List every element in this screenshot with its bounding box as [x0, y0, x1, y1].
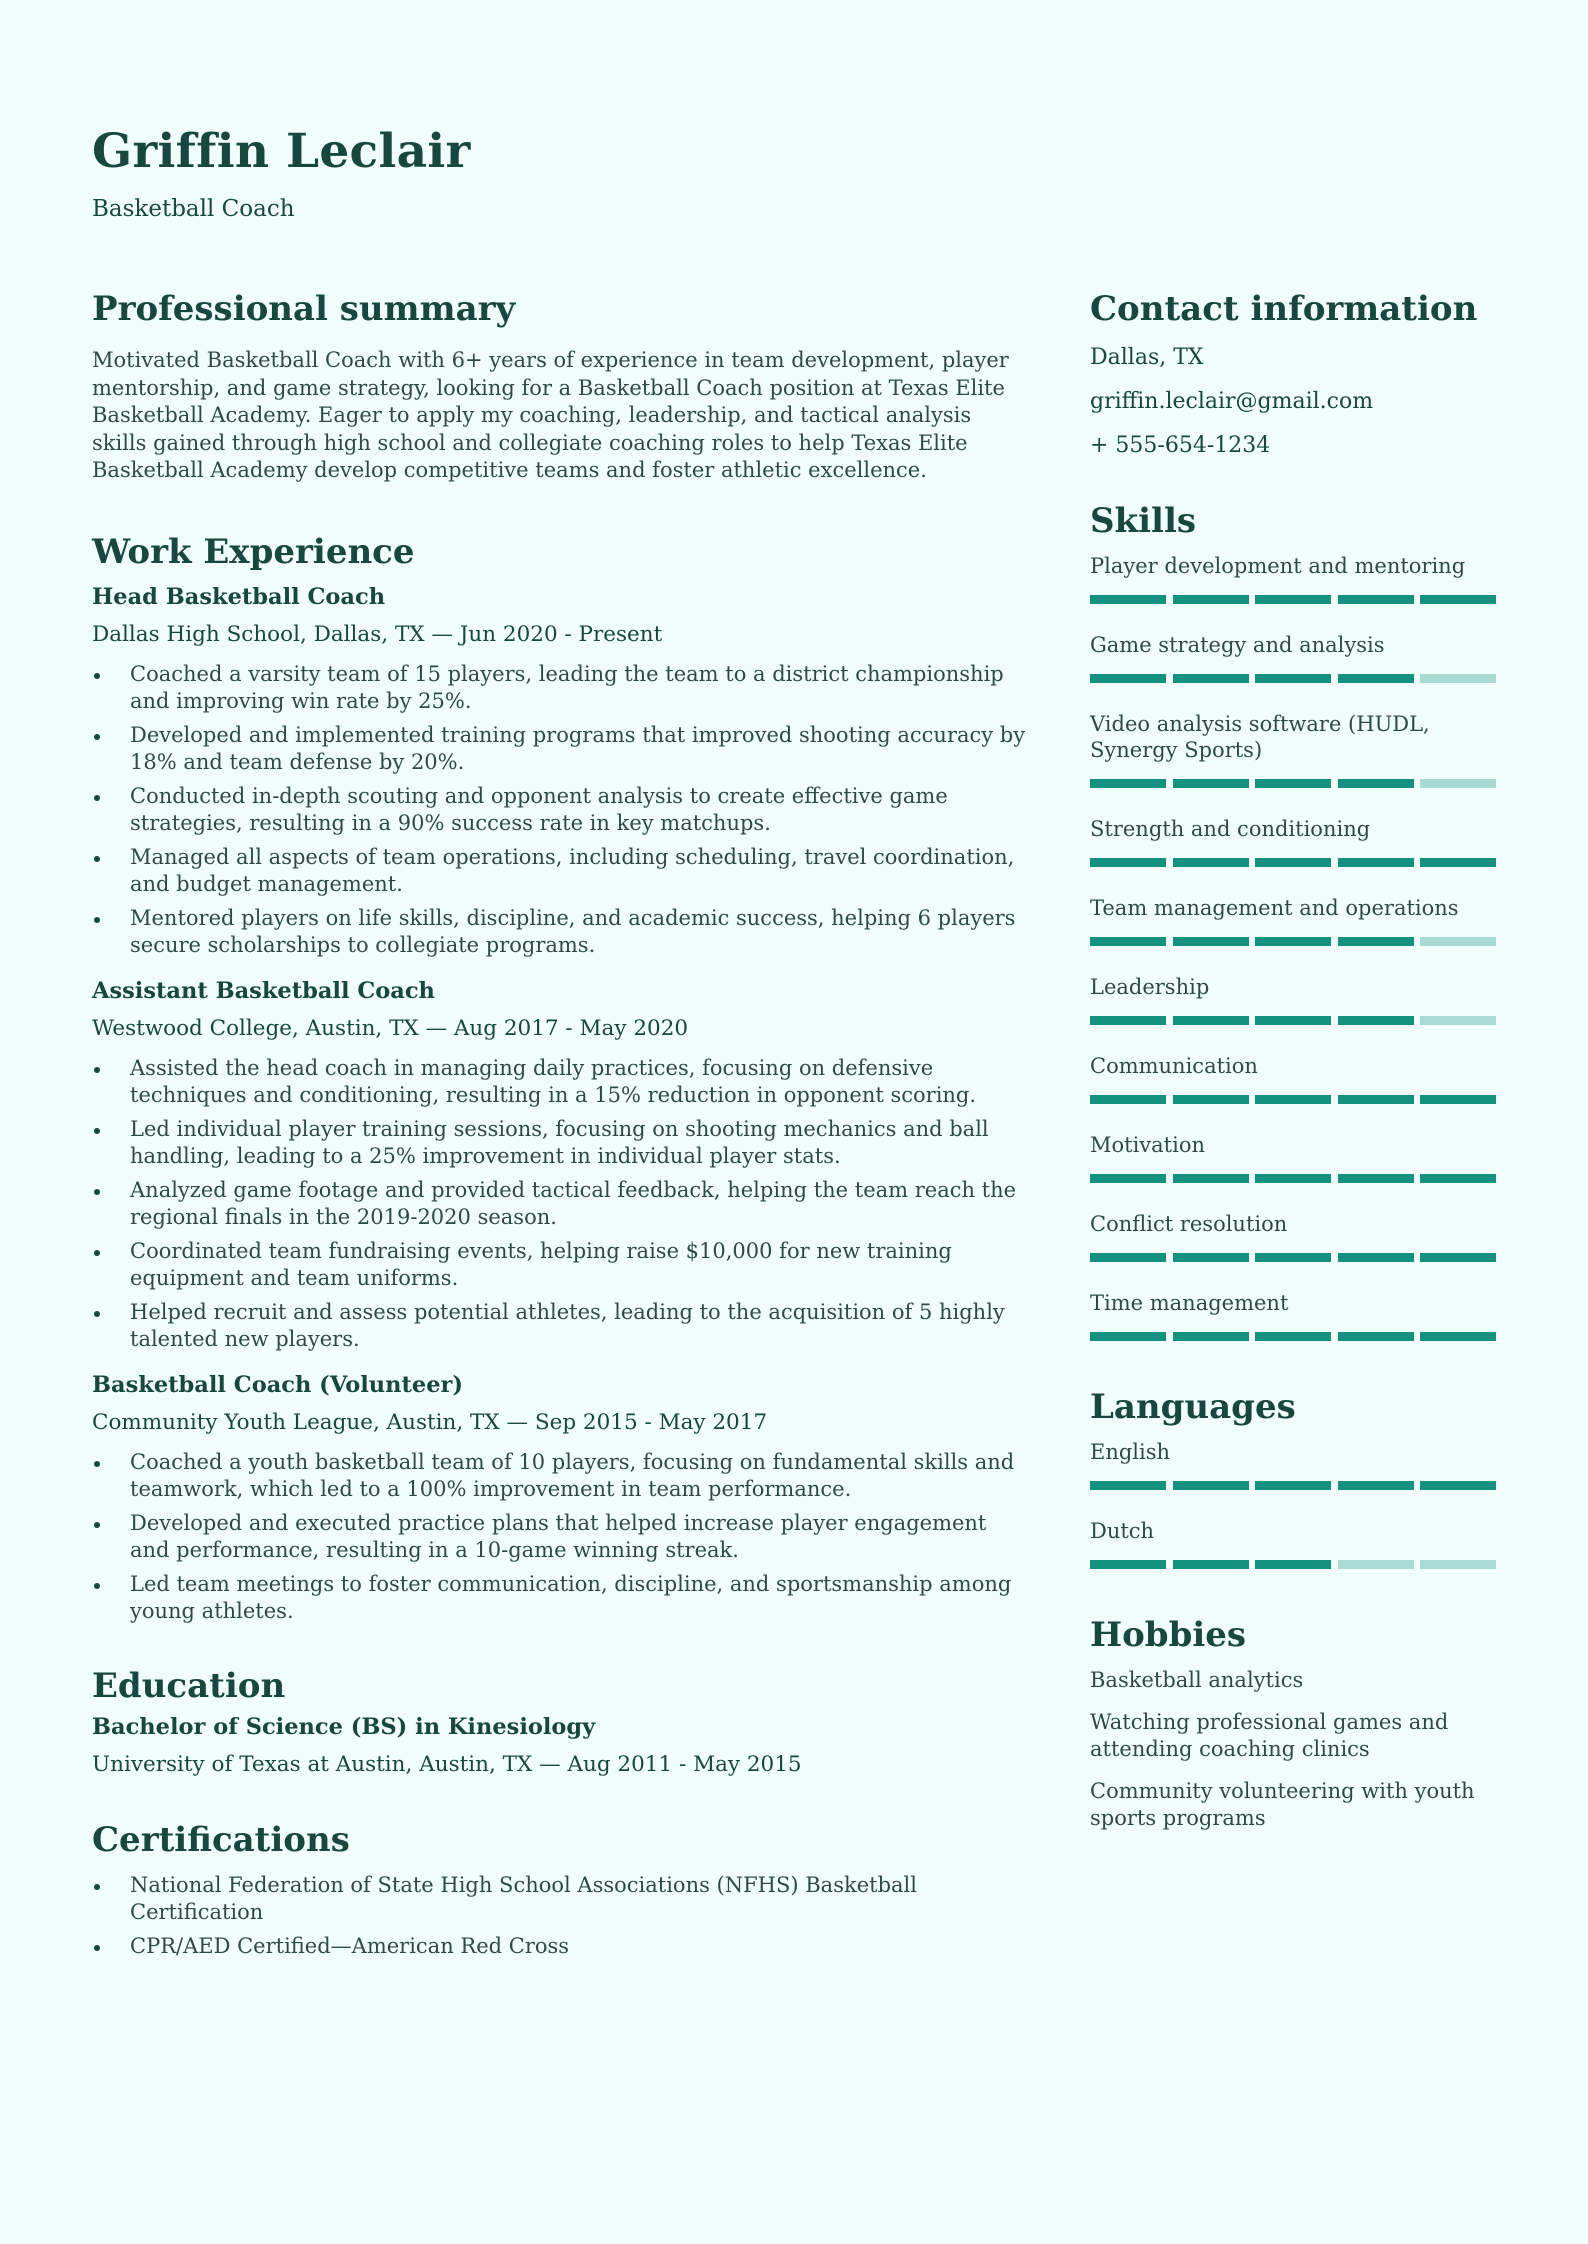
rating-bar: [1090, 937, 1496, 946]
rating-segment: [1090, 1253, 1166, 1262]
rating-segment: [1338, 595, 1414, 604]
certification-item: National Federation of State High School Associations (NFHS) Basketball Certification: [92, 1872, 1027, 1927]
languages-heading: Languages: [1090, 1387, 1296, 1427]
hobby-item: Watching professional games and attending coaching clinics: [1090, 1709, 1449, 1761]
rating-segment: [1090, 1016, 1166, 1025]
bullet-item: Developed and implemented training programs that improved shooting accuracy by 18% and team defense by 20%.: [92, 722, 1027, 777]
certifications-section: [92, 1818, 1027, 1961]
rating-segment: [1338, 937, 1414, 946]
rating-label: Player development and mentoring: [1090, 554, 1466, 578]
rating-item: [1090, 1439, 1496, 1490]
contact-section: [1090, 287, 1496, 461]
contact-email[interactable]: griffin.leclair@gmail.com: [1090, 389, 1374, 414]
rating-label: Team management and operations: [1090, 896, 1459, 920]
bullet-item: Helped recruit and assess potential athletes, leading to the acquisition of 5 highly talented new players.: [92, 1299, 1027, 1354]
main-column: [92, 287, 1027, 1966]
rating-item: [1090, 553, 1496, 604]
rating-segment: [1090, 674, 1166, 683]
bullet-item: Mentored players on life skills, discipline, and academic success, helping 6 players secure scholarships to collegiate programs.: [92, 905, 1027, 960]
rating-segment: [1090, 1560, 1166, 1569]
rating-item: [1090, 711, 1496, 788]
rating-label: Conflict resolution: [1090, 1212, 1288, 1236]
rating-bar: [1090, 1016, 1496, 1025]
rating-segment: [1420, 937, 1496, 946]
rating-bar: [1090, 595, 1496, 604]
bullet-item: Led individual player training sessions, focusing on shooting mechanics and ball handling, leading to a 25% improvement in individual player stats.: [92, 1116, 1027, 1171]
rating-bar: [1090, 1481, 1496, 1490]
job-bullets: [92, 1055, 1027, 1354]
rating-segment: [1420, 1560, 1496, 1569]
rating-segment: [1420, 595, 1496, 604]
languages-list: [1090, 1439, 1496, 1569]
rating-bar: [1090, 674, 1496, 683]
rating-label: Leadership: [1090, 975, 1210, 999]
rating-label: Game strategy and analysis: [1090, 633, 1385, 657]
bullet-item: Analyzed game footage and provided tactical feedback, helping the team reach the regional finals in the 2019-2020 season.: [92, 1177, 1027, 1232]
rating-segment: [1338, 1095, 1414, 1104]
rating-segment: [1173, 1253, 1249, 1262]
rating-segment: [1338, 1560, 1414, 1569]
rating-bar: [1090, 779, 1496, 788]
rating-label: English: [1090, 1440, 1171, 1464]
rating-segment: [1420, 1095, 1496, 1104]
rating-item: [1090, 632, 1496, 683]
contact-location: Dallas, TX: [1090, 345, 1204, 370]
rating-segment: [1255, 1560, 1331, 1569]
rating-segment: [1255, 1095, 1331, 1104]
hobbies-heading: Hobbies: [1090, 1615, 1247, 1655]
rating-segment: [1173, 1332, 1249, 1341]
rating-segment: [1173, 674, 1249, 683]
bullet-item: Led team meetings to foster communication, discipline, and sportsmanship among young athletes.: [92, 1571, 1027, 1626]
certifications-heading: Certifications: [92, 1819, 350, 1860]
hobby-item: Basketball analytics: [1090, 1668, 1304, 1692]
bullet-item: Managed all aspects of team operations, including scheduling, travel coordination, and budget management.: [92, 844, 1027, 899]
bullet-item: Conducted in-depth scouting and opponent analysis to create effective game strategies, resulting in a 90% success rate in key matchups.: [92, 783, 1027, 838]
rating-segment: [1420, 779, 1496, 788]
rating-bar: [1090, 1332, 1496, 1341]
rating-bar: [1090, 1253, 1496, 1262]
rating-bar: [1090, 1560, 1496, 1569]
rating-segment: [1255, 1016, 1331, 1025]
bullet-item: Developed and executed practice plans that helped increase player engagement and performance, resulting in a 10-game winning streak.: [92, 1510, 1027, 1565]
rating-bar: [1090, 858, 1496, 867]
rating-label: Video analysis software (HUDL, Synergy Sports): [1090, 712, 1430, 762]
skills-list: [1090, 553, 1496, 1341]
rating-label: Strength and conditioning: [1090, 817, 1371, 841]
rating-segment: [1420, 858, 1496, 867]
candidate-title: Basketball Coach: [92, 196, 295, 222]
resume-header: [92, 122, 471, 222]
rating-segment: [1173, 1174, 1249, 1183]
rating-bar: [1090, 1095, 1496, 1104]
rating-segment: [1173, 595, 1249, 604]
summary-section: [92, 287, 1027, 485]
rating-segment: [1255, 1174, 1331, 1183]
rating-segment: [1090, 779, 1166, 788]
bullet-item: Coached a youth basketball team of 10 players, focusing on fundamental skills and teamwork, which led to a 100% improvement in team performance.: [92, 1449, 1027, 1504]
job-entry: [92, 976, 1027, 1354]
rating-bar: [1090, 1174, 1496, 1183]
bullet-item: Coached a varsity team of 15 players, leading the team to a district championship and improving win rate by 25%.: [92, 661, 1027, 716]
rating-segment: [1255, 1253, 1331, 1262]
rating-segment: [1338, 1174, 1414, 1183]
rating-segment: [1420, 674, 1496, 683]
rating-segment: [1255, 1481, 1331, 1490]
rating-segment: [1173, 858, 1249, 867]
job-title: Basketball Coach (Volunteer): [92, 1371, 464, 1398]
job-meta: Dallas High School, Dallas, TX — Jun 2020 - Present: [92, 621, 663, 647]
languages-section: [1090, 1385, 1496, 1569]
rating-segment: [1173, 1560, 1249, 1569]
job-bullets: [92, 661, 1027, 960]
rating-segment: [1173, 1095, 1249, 1104]
rating-segment: [1090, 1174, 1166, 1183]
candidate-name: Griffin Leclair: [92, 124, 471, 179]
job-meta: Community Youth League, Austin, TX — Sep 2015 - May 2017: [92, 1409, 768, 1435]
rating-label: Dutch: [1090, 1519, 1155, 1543]
rating-label: Communication: [1090, 1054, 1258, 1078]
work-experience-heading: Work Experience: [92, 531, 415, 572]
work-experience-section: [92, 530, 1027, 1626]
rating-segment: [1420, 1481, 1496, 1490]
hobby-item: Community volunteering with youth sports programs: [1090, 1778, 1475, 1830]
rating-segment: [1338, 1253, 1414, 1262]
rating-segment: [1173, 779, 1249, 788]
education-degree: Bachelor of Science (BS) in Kinesiology: [92, 1713, 596, 1740]
certification-item: CPR/AED Certified—American Red Cross: [92, 1933, 1027, 1961]
rating-item: [1090, 816, 1496, 867]
rating-segment: [1255, 674, 1331, 683]
job-entry: [92, 582, 1027, 960]
rating-segment: [1420, 1253, 1496, 1262]
contact-heading: Contact information: [1090, 289, 1478, 329]
rating-item: [1090, 1211, 1496, 1262]
rating-segment: [1090, 1481, 1166, 1490]
job-meta: Westwood College, Austin, TX — Aug 2017 - May 2020: [92, 1015, 689, 1041]
rating-segment: [1338, 674, 1414, 683]
skills-heading: Skills: [1090, 501, 1197, 541]
rating-label: Time management: [1090, 1291, 1289, 1315]
rating-item: [1090, 974, 1496, 1025]
rating-segment: [1173, 937, 1249, 946]
rating-segment: [1255, 858, 1331, 867]
rating-segment: [1420, 1174, 1496, 1183]
rating-item: [1090, 895, 1496, 946]
rating-label: Motivation: [1090, 1133, 1206, 1157]
rating-segment: [1090, 937, 1166, 946]
education-section: [92, 1664, 1027, 1780]
rating-segment: [1338, 858, 1414, 867]
rating-item: [1090, 1290, 1496, 1341]
skills-section: [1090, 499, 1496, 1341]
rating-item: [1090, 1132, 1496, 1183]
rating-segment: [1338, 779, 1414, 788]
rating-segment: [1338, 1332, 1414, 1341]
certifications-list: [92, 1872, 1027, 1961]
bullet-item: Coordinated team fundraising events, helping raise $10,000 for new training equipment and team uniforms.: [92, 1238, 1027, 1293]
bullet-item: Assisted the head coach in managing daily practices, focusing on defensive techniques and conditioning, resulting in a 15% reduction in opponent scoring.: [92, 1055, 1027, 1110]
contact-phone[interactable]: + 555-654-1234: [1090, 433, 1271, 458]
job-bullets: [92, 1449, 1027, 1626]
summary-heading: Professional summary: [92, 289, 516, 329]
rating-segment: [1420, 1016, 1496, 1025]
sidebar-column: [1090, 287, 1496, 1833]
rating-segment: [1173, 1481, 1249, 1490]
summary-text: Motivated Basketball Coach with 6+ years of experience in team development, player mentorship, and game strategy, looking for a Basketball Coach position at Texas Elite Basketball Academy. Eager to apply my coaching, leadership, and tactical analysis skills gained through high school and collegiate coaching roles to help Texas Elite Basketball Academy develop competitive teams and foster athletic excellence.: [92, 348, 1009, 482]
rating-segment: [1338, 1016, 1414, 1025]
rating-segment: [1255, 937, 1331, 946]
rating-segment: [1420, 1332, 1496, 1341]
rating-segment: [1255, 595, 1331, 604]
rating-segment: [1338, 1481, 1414, 1490]
rating-item: [1090, 1518, 1496, 1569]
rating-segment: [1090, 1095, 1166, 1104]
education-heading: Education: [92, 1665, 286, 1706]
rating-segment: [1090, 595, 1166, 604]
rating-segment: [1090, 858, 1166, 867]
rating-segment: [1173, 1016, 1249, 1025]
rating-segment: [1255, 1332, 1331, 1341]
rating-segment: [1255, 779, 1331, 788]
education-school: University of Texas at Austin, Austin, TX — Aug 2011 - May 2015: [92, 1751, 802, 1777]
rating-segment: [1090, 1332, 1166, 1341]
job-title: Assistant Basketball Coach: [92, 977, 435, 1004]
hobbies-section: [1090, 1613, 1496, 1833]
job-title: Head Basketball Coach: [92, 583, 386, 610]
job-entry: [92, 1370, 1027, 1626]
rating-item: [1090, 1053, 1496, 1104]
